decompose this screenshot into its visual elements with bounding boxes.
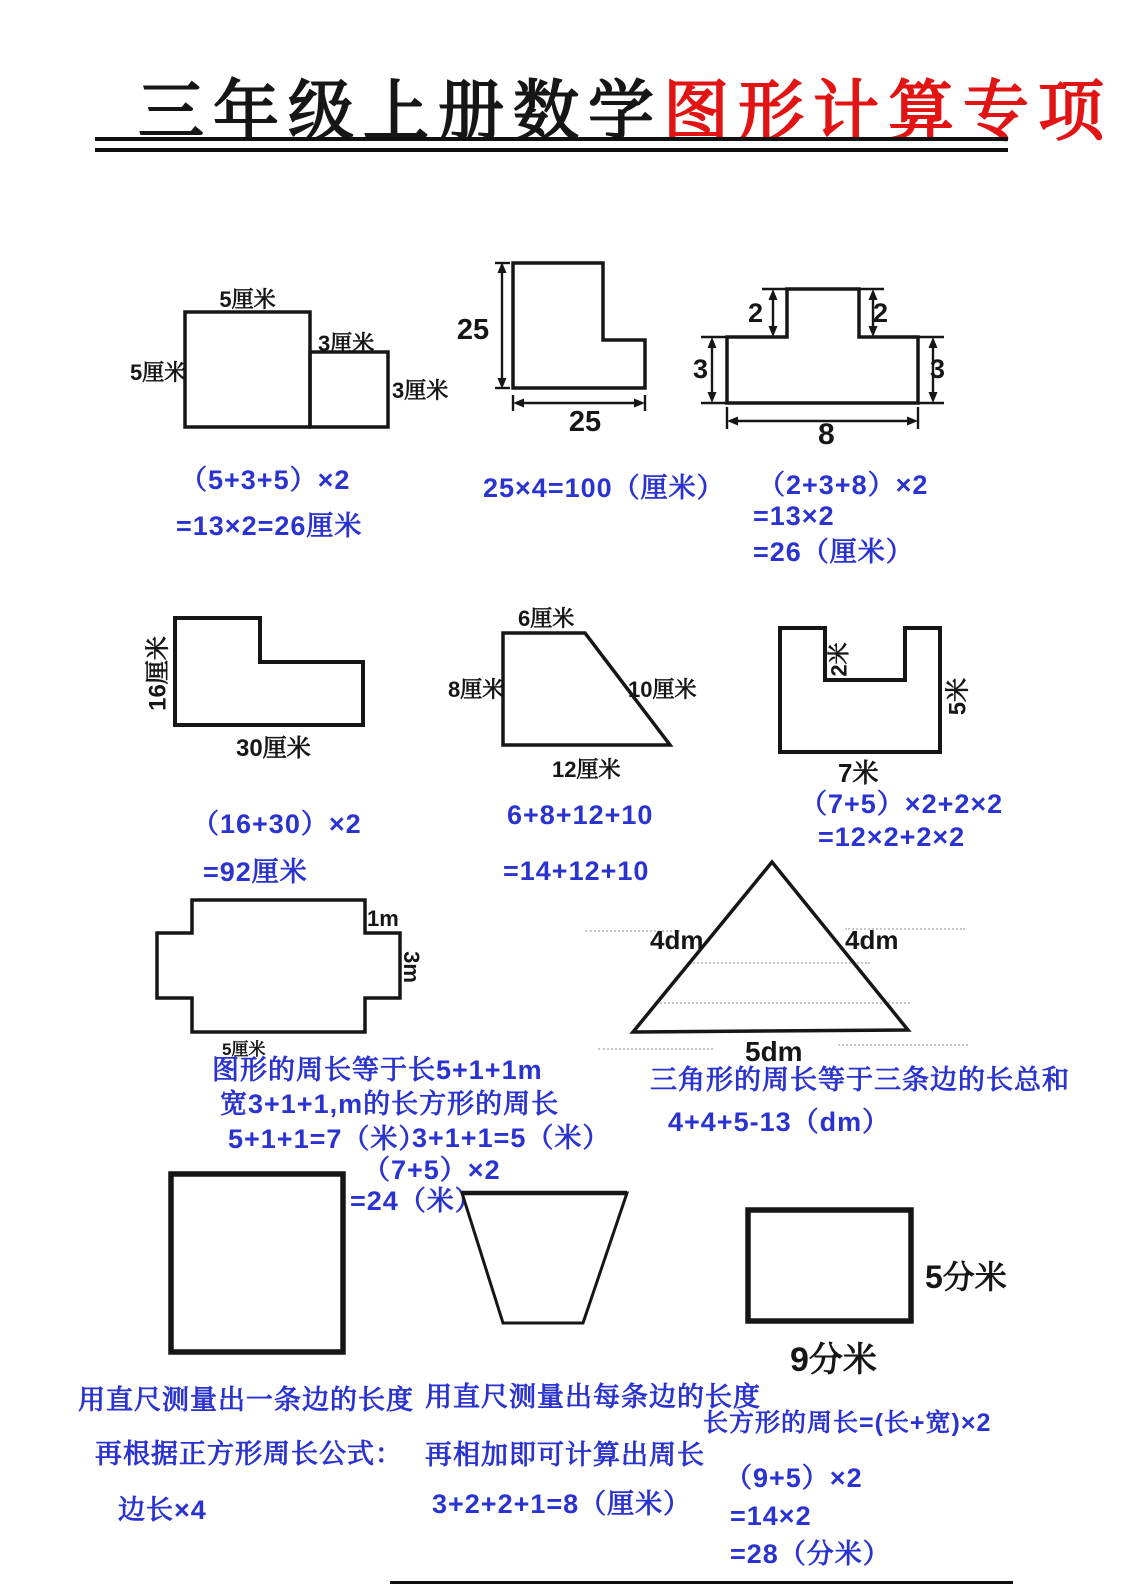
right-trapezoid-label-left: 8厘米: [448, 677, 505, 702]
t-shape-label-notch-right: 2: [873, 298, 889, 328]
t-shape-label-bottom: 8: [818, 418, 835, 451]
cross-shape-answer-line: 5+1+1=7（米）: [228, 1124, 427, 1154]
square-shape: [165, 1168, 355, 1360]
l-shape-30-label-left: 16厘米: [144, 636, 172, 711]
square-answer-line: 边长×4: [118, 1495, 207, 1525]
l-shape-25-label-height: 25: [456, 314, 490, 346]
scan-artifact-line: [598, 1048, 713, 1050]
u-shape-label-bottom: 7米: [838, 758, 879, 788]
rectangle-answer-line: =28（分米）: [730, 1539, 891, 1569]
right-trapezoid-label-top: 6厘米: [518, 606, 575, 631]
l-shape-30-shape: [170, 610, 370, 732]
inverted-trapezoid-shape: [450, 1183, 640, 1333]
t-shape-label-notch-left: 2: [748, 298, 764, 328]
square-answer-line: 再根据正方形周长公式：: [95, 1439, 403, 1469]
l-shape-30-answer-line: =92厘米: [203, 857, 308, 887]
rectangle-label-right: 5分米: [925, 1259, 1007, 1295]
two-squares-label-left: 5厘米: [130, 360, 187, 385]
page-title-black: 三年级上册数学: [138, 74, 663, 148]
two-squares-label-top: 5厘米: [219, 287, 276, 312]
rectangle-answer-line: 长方形的周长=(长+宽)×2: [703, 1409, 992, 1437]
rectangle-label-bottom: 9分米: [790, 1341, 877, 1379]
cross-shape-answer-line: =24（米）: [350, 1186, 483, 1216]
two-squares-answer-line: =13×2=26厘米: [176, 511, 363, 541]
cross-shape-label-bottom: 5厘米: [222, 1040, 266, 1059]
triangle-label-bottom: 5dm: [745, 1036, 803, 1067]
u-shape-answer-line: （7+5）×2+2×2: [800, 789, 1004, 819]
right-trapezoid-answer-line: =14+12+10: [503, 856, 650, 886]
u-shape-label-notch: 2米: [826, 642, 852, 677]
inverted-trapezoid-answer-line: 用直尺测量出每条边的长度: [425, 1382, 761, 1412]
l-shape-30-label-bottom: 30厘米: [236, 735, 311, 762]
triangle-answer-line: 三角形的周长等于三条边的长总和: [650, 1065, 1070, 1095]
triangle-answer-line: 4+4+5-13（dm）: [668, 1107, 891, 1137]
scan-artifact-line: [838, 1044, 968, 1046]
title-divider-bottom: [95, 148, 1008, 152]
page-title-red: 图形计算专项: [663, 74, 1113, 148]
triangle-label-right: 4dm: [845, 925, 899, 955]
u-shape-shape: [775, 618, 950, 760]
right-trapezoid-label-bottom: 12厘米: [552, 757, 621, 782]
two-squares-label-small-right: 3厘米: [392, 378, 449, 403]
triangle-label-left: 4dm: [650, 925, 704, 955]
cross-shape-answer-line: 3+1+1=5（米）: [412, 1123, 611, 1153]
t-shape-answer-line: =26（厘米）: [753, 537, 914, 567]
cross-shape-label-right: 3m: [399, 951, 424, 983]
title-divider-top: [95, 137, 1008, 141]
rectangle-shape: [738, 1198, 923, 1330]
cross-shape-answer-line: （7+5）×2: [363, 1155, 501, 1185]
l-shape-25-shape: [495, 255, 660, 430]
inverted-trapezoid-answer-line: 3+2+2+1=8（厘米）: [432, 1489, 692, 1519]
page-bottom-line: [390, 1581, 1013, 1584]
two-squares-answer-line: （5+3+5）×2: [180, 465, 351, 495]
u-shape-label-right: 5米: [944, 677, 972, 716]
t-shape-label-side-right: 3: [930, 354, 946, 384]
right-trapezoid-answer-line: 6+8+12+10: [507, 800, 654, 830]
l-shape-25-answer-line: 25×4=100（厘米）: [483, 473, 725, 503]
t-shape-answer-line: =13×2: [753, 501, 835, 531]
u-shape-answer-line: =12×2+2×2: [818, 822, 966, 852]
two-squares-label-small-top: 3厘米: [318, 331, 375, 356]
cross-shape-answer-line: 宽3+1+1,m的长方形的周长: [220, 1089, 560, 1119]
right-trapezoid-label-right: 10厘米: [628, 677, 697, 702]
rectangle-answer-line: （9+5）×2: [725, 1463, 863, 1493]
rectangle-answer-line: =14×2: [730, 1501, 812, 1531]
cross-shape-answer-line: 图形的周长等于长5+1+1m: [212, 1055, 543, 1085]
cross-shape-label-top-right: 1m: [367, 906, 399, 931]
t-shape-answer-line: （2+3+8）×2: [758, 470, 929, 500]
t-shape-label-side-left: 3: [693, 354, 709, 384]
inverted-trapezoid-answer-line: 再相加即可计算出周长: [425, 1440, 705, 1470]
square-answer-line: 用直尺测量出一条边的长度: [78, 1385, 414, 1415]
l-shape-30-answer-line: （16+30）×2: [192, 809, 362, 839]
l-shape-25-label-width: 25: [568, 406, 602, 438]
